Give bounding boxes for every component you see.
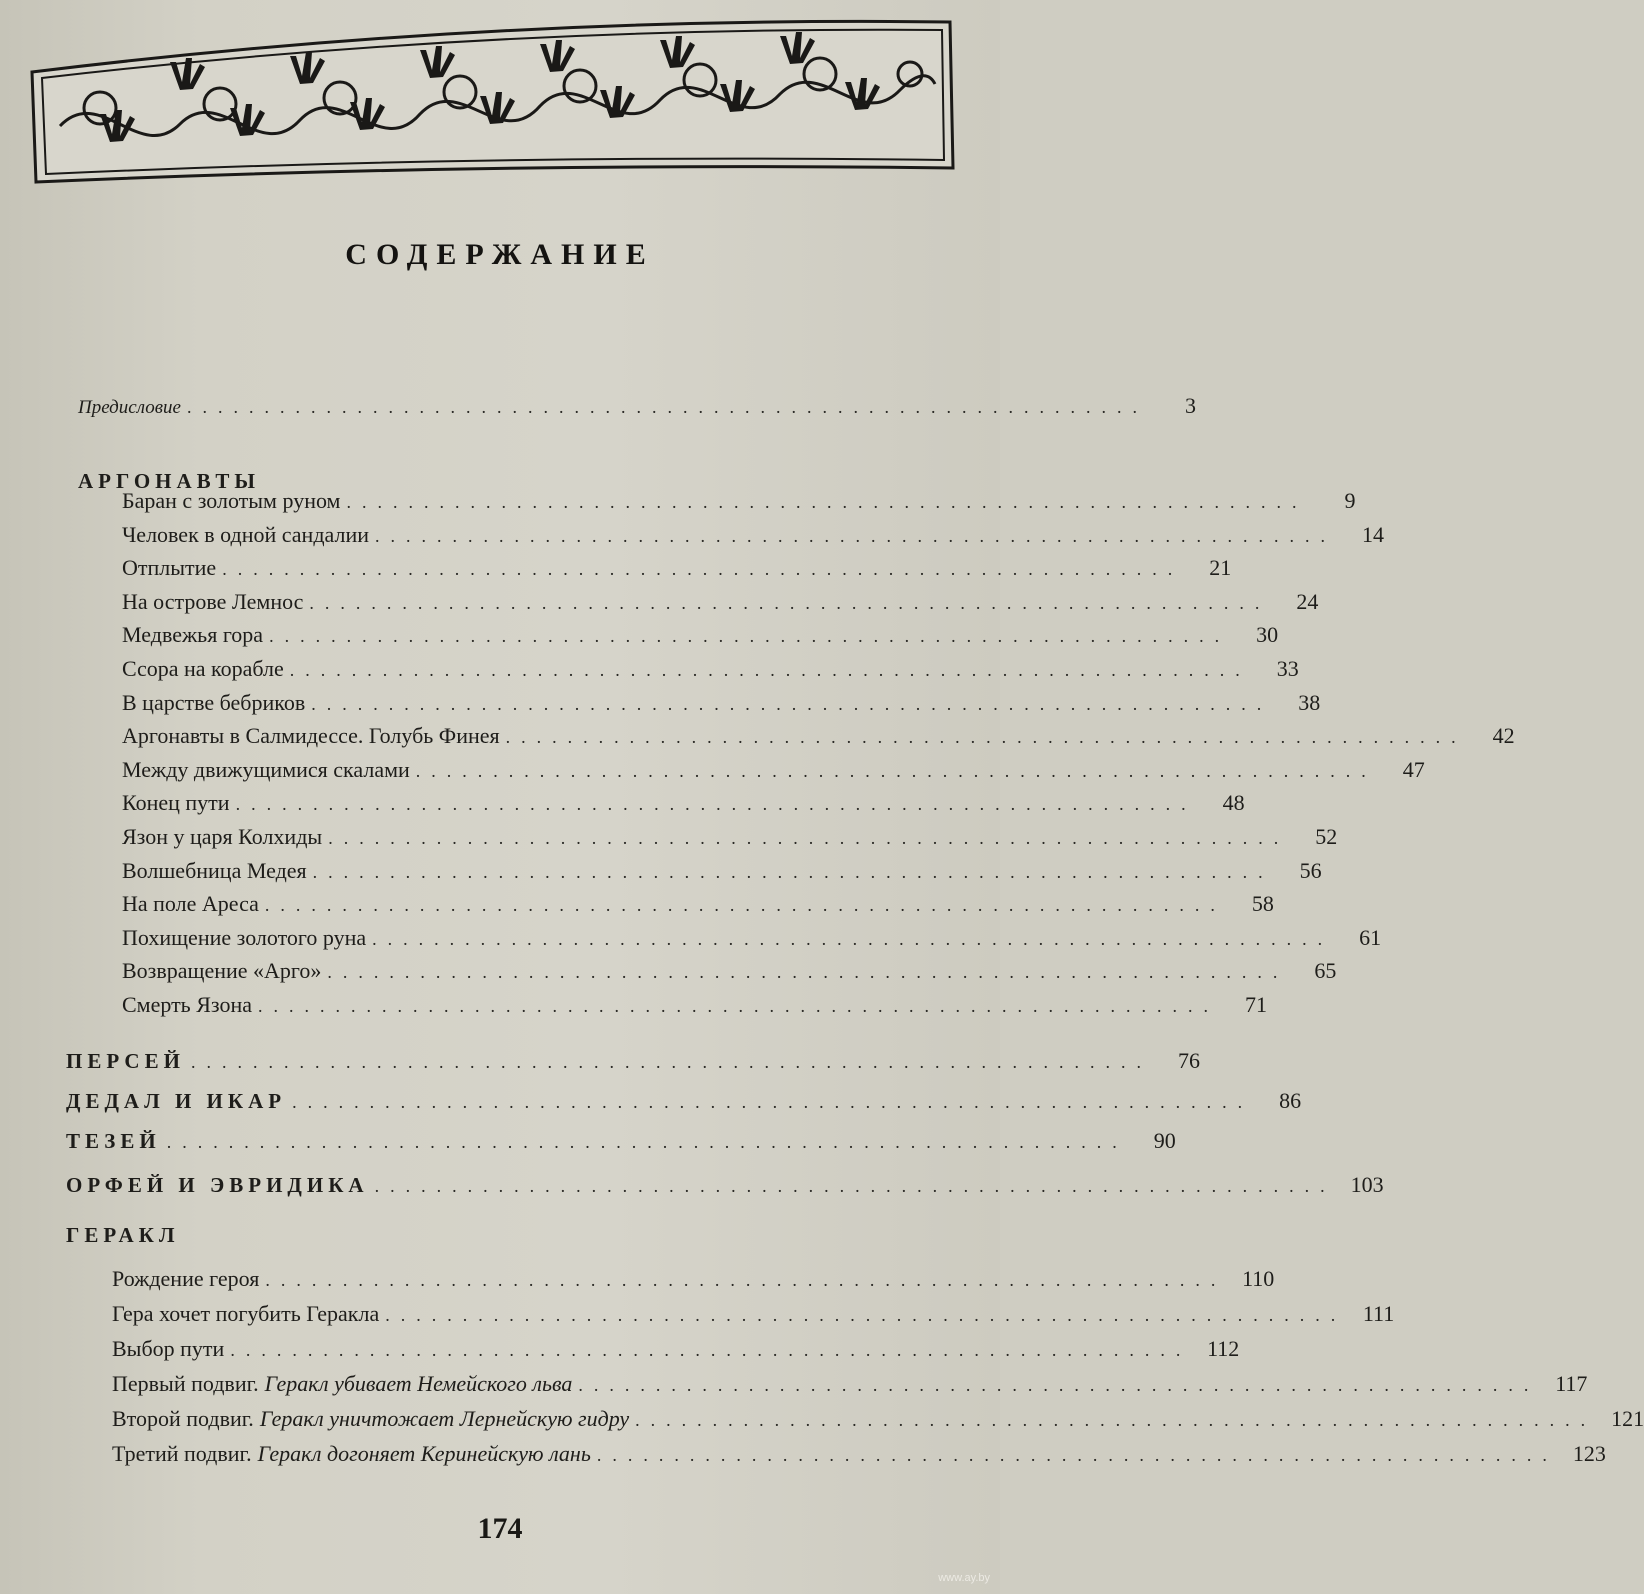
page-number: 174	[477, 1512, 523, 1545]
toc-leader-dots: ..............................................................	[578, 1375, 1540, 1395]
toc-label-italic: Геракл догоняет Керинейскую лань	[257, 1441, 591, 1466]
toc-page-number: 103	[1350, 1172, 1384, 1197]
toc-label: Выбор пути	[112, 1336, 225, 1361]
toc-leader-dots: ..............................................................	[635, 1410, 1597, 1430]
toc-page-number: 111	[1362, 1301, 1395, 1326]
toc-page-number: 47	[1402, 756, 1425, 782]
toc-page-number: 86	[1279, 1088, 1302, 1113]
toc-page-number: 21	[1209, 555, 1232, 581]
toc-label: Третий подвиг.	[112, 1441, 252, 1466]
toc-page-number: 123	[1572, 1441, 1606, 1466]
toc-entry-argonauts	[122, 555, 1232, 582]
toc-leader-dots: ..............................................................	[269, 626, 1231, 647]
toc-leader-dots: ..............................................................	[312, 861, 1274, 882]
toc-label: Между движущимися скалами	[122, 756, 410, 782]
toc-leader-dots: ..............................................................	[374, 1176, 1336, 1196]
toc-entry-preface	[78, 393, 1196, 421]
toc-entry-myth	[66, 1128, 1176, 1155]
toc-page-number: 14	[1362, 521, 1384, 547]
toc-label: ДЕДАЛ И ИКАР	[66, 1089, 287, 1113]
toc-page-number: 24	[1296, 588, 1319, 614]
toc-label: Первый подвиг.	[112, 1371, 259, 1396]
toc-entry-myth	[66, 1172, 1384, 1199]
toc-leader-dots: ..............................................................	[166, 1132, 1128, 1152]
page-title: СОДЕРЖАНИЕ	[345, 238, 655, 271]
toc-label: Язон у царя Колхиды	[122, 824, 323, 849]
watermark: www.ay.by	[938, 1572, 990, 1584]
toc-page-number: 52	[1315, 824, 1338, 849]
toc-page-number: 9	[1344, 488, 1356, 513]
toc-leader-dots: ..............................................................	[292, 1092, 1254, 1112]
toc-entry-argonauts	[122, 488, 1356, 515]
section-heading: АРГОНАВТЫ	[78, 469, 261, 493]
toc-label-italic: Геракл убивает Немейского льва	[264, 1371, 573, 1396]
toc-leader-dots: ..............................................................	[375, 525, 1336, 546]
toc-label: ТЕЗЕЙ	[66, 1129, 161, 1153]
toc-label: На поле Ареса	[122, 891, 259, 917]
toc-page-number: 61	[1359, 924, 1382, 950]
toc-label: Рождение героя	[112, 1266, 260, 1291]
toc-leader-dots: ..............................................................	[235, 794, 1197, 815]
toc-label: Ссора на корабле	[122, 656, 284, 681]
toc-label: Человек в одной сандалии	[122, 521, 369, 547]
toc-leader-dots: ..............................................................	[190, 1052, 1152, 1072]
toc-leader-dots: ..............................................................	[265, 1270, 1227, 1290]
toc-label: Аргонавты в Салмидессе. Голубь Финея	[122, 723, 500, 749]
toc-entry-argonauts	[122, 958, 1337, 985]
toc-entry-myth	[66, 1088, 1302, 1115]
toc-page-number: 30	[1256, 622, 1279, 648]
toc-page-number: 48	[1222, 790, 1245, 816]
toc-page-number: 33	[1276, 656, 1299, 681]
toc-page-number: 117	[1555, 1371, 1588, 1396]
toc-entry-heracles	[112, 1336, 1240, 1363]
toc-entry-argonauts	[122, 521, 1384, 549]
toc-entry-myth	[66, 1048, 1200, 1075]
toc-page-number: 38	[1298, 689, 1321, 715]
toc-leader-dots: ..............................................................	[415, 760, 1377, 781]
toc-page-number: 110	[1242, 1266, 1275, 1291]
toc-leader-dots: ..............................................................	[505, 727, 1467, 748]
toc-leader-dots: ..............................................................	[328, 828, 1290, 848]
toc-entry-argonauts	[122, 723, 1515, 750]
toc-label: Возвращение «Арго»	[122, 958, 322, 984]
toc-entry-heracles	[112, 1406, 1644, 1433]
toc-leader-dots: ..............................................................	[230, 1340, 1192, 1360]
toc-label: ПЕРСЕЙ	[66, 1049, 185, 1073]
toc-label: Гера хочет погубить Геракла	[112, 1301, 380, 1326]
toc-label: Конец пути	[122, 790, 230, 816]
toc-label-italic: Геракл уничтожает Лернейскую гидру	[259, 1406, 630, 1431]
toc-page-number: 112	[1207, 1336, 1240, 1361]
toc-entry-argonauts	[122, 891, 1274, 918]
toc-label: ОРФЕЙ И ЭВРИДИКА	[66, 1173, 369, 1197]
toc-page-number: 65	[1314, 958, 1337, 984]
section-heading: ГЕРАКЛ	[66, 1223, 180, 1247]
toc-entry-argonauts	[122, 924, 1382, 952]
toc-entry-heracles	[112, 1266, 1275, 1293]
toc-label: Медвежья гора	[122, 622, 264, 648]
toc-label: Предисловие	[78, 397, 181, 418]
toc-label: Отплытие	[122, 555, 217, 581]
toc-entry-argonauts	[122, 588, 1319, 616]
toc-label: Баран с золотым руном	[122, 488, 341, 513]
toc-leader-dots: ..............................................................	[264, 895, 1226, 916]
toc-page-number: 71	[1245, 992, 1267, 1017]
toc-leader-dots: ..............................................................	[596, 1445, 1558, 1465]
toc-label: Волшебница Медея	[122, 857, 307, 883]
toc-leader-dots: ..............................................................	[311, 693, 1273, 714]
toc-entry-heracles	[112, 1301, 1395, 1328]
toc-page-number: 121	[1611, 1406, 1644, 1431]
toc-entry-heracles	[112, 1371, 1588, 1398]
toc-leader-dots: ..............................................................	[258, 996, 1219, 1016]
toc-page-number: 58	[1251, 891, 1274, 917]
toc-entry-argonauts	[122, 622, 1279, 649]
toc-entry-argonauts	[122, 992, 1267, 1019]
toc-label: В царстве бебриков	[122, 689, 306, 715]
toc-entry-argonauts	[122, 790, 1245, 817]
toc-entry-argonauts	[122, 689, 1321, 717]
toc-section-heracles	[66, 1222, 906, 1248]
toc-label: Смерть Язона	[122, 992, 252, 1017]
toc-label: Второй подвиг.	[112, 1406, 254, 1431]
toc-page-number: 3	[1184, 393, 1196, 418]
toc-leader-dots: ..............................................................	[327, 962, 1289, 983]
toc-label: Похищение золотого руна	[122, 924, 367, 950]
toc-label: На острове Лемнос	[122, 588, 304, 614]
toc-entry-argonauts	[122, 756, 1425, 784]
toc-leader-dots: ..............................................................	[372, 928, 1334, 949]
toc-page-number: 42	[1492, 723, 1515, 749]
toc-entry-heracles	[112, 1441, 1606, 1468]
toc-entry-argonauts	[122, 857, 1322, 885]
toc-page-number: 90	[1153, 1128, 1176, 1153]
toc-entry-argonauts	[122, 656, 1299, 683]
toc-leader-dots: ..............................................................	[309, 592, 1271, 613]
decorative-frieze	[30, 14, 955, 186]
toc-leader-dots: ..............................................................	[385, 1305, 1347, 1325]
toc-leader-dots: ..............................................................	[222, 559, 1184, 580]
toc-page-number: 56	[1299, 857, 1322, 883]
toc-leader-dots: ..............................................................	[289, 660, 1251, 680]
toc-leader-dots: ..............................................................	[346, 492, 1308, 512]
toc-entry-argonauts	[122, 824, 1338, 851]
toc-page-number: 76	[1177, 1048, 1200, 1073]
toc-leader-dots: ..............................................................	[186, 397, 1148, 417]
